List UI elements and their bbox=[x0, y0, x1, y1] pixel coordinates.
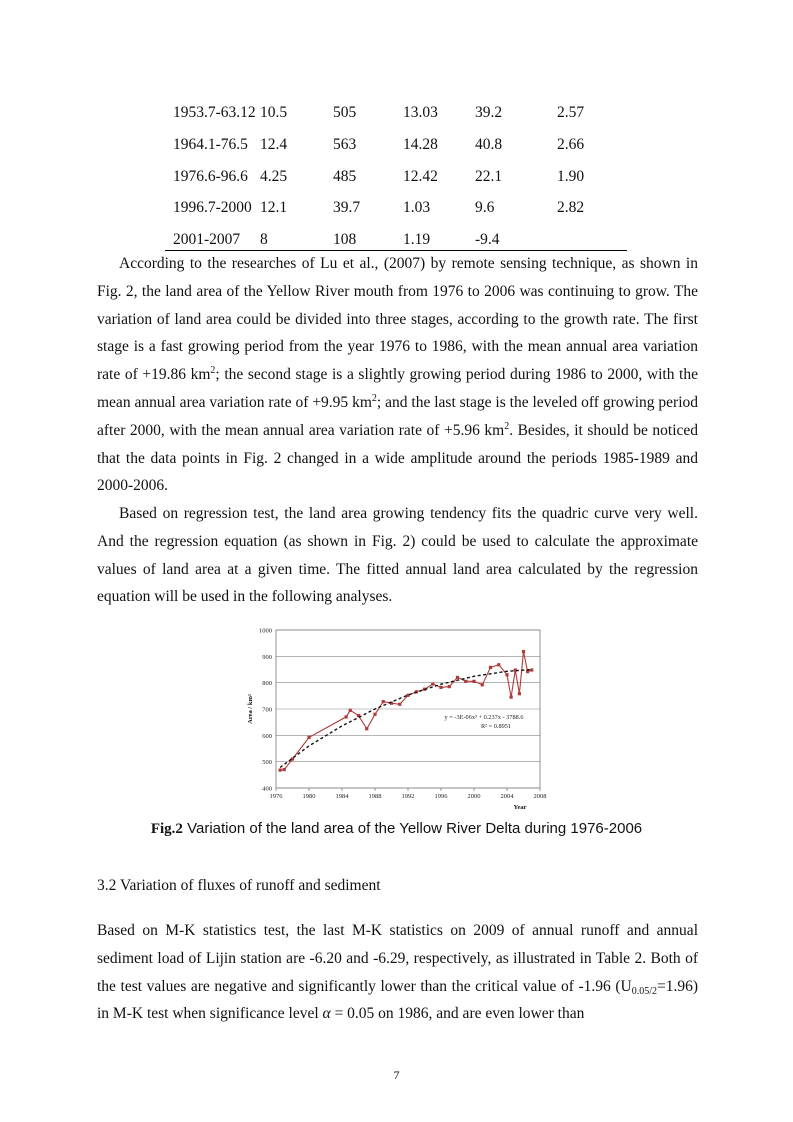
table-cell: 8 bbox=[260, 231, 268, 249]
y-tick-label: 1000 bbox=[259, 627, 272, 635]
data-point bbox=[472, 680, 475, 683]
paragraph-text: =1.96) in M-K test when significance level bbox=[97, 977, 698, 1023]
table-row bbox=[165, 95, 627, 127]
table-cell: 39.2 bbox=[475, 104, 503, 121]
table-cell: 1953.7-63.12 bbox=[173, 104, 256, 121]
data-point bbox=[497, 663, 500, 666]
table-cell: 12.42 bbox=[403, 167, 438, 185]
data-point bbox=[481, 683, 484, 686]
table-cell: 12.1 bbox=[260, 199, 288, 217]
x-tick-label: 1992 bbox=[401, 793, 415, 800]
regression-equation: y = -3E-06x³ + 0.237x - 3788.6 bbox=[444, 714, 524, 721]
data-point bbox=[349, 709, 352, 712]
table-cell: 1.19 bbox=[403, 231, 431, 249]
paragraph-text: . Besides, it should be noticed that the data points in Fig. 2 changed in a wide amplitude around the periods 1985-1989 and 2000-2006. bbox=[97, 421, 699, 495]
x-tick-label: 2000 bbox=[467, 793, 481, 800]
data-point bbox=[382, 700, 385, 703]
data-point bbox=[365, 727, 368, 730]
data-point bbox=[373, 713, 376, 716]
data-point bbox=[518, 692, 521, 695]
table-cell: 1996.7-2000 bbox=[173, 199, 252, 217]
paragraph-text: ; the second stage is a slightly growing period during 1986 to 2000, with the mean annual area variation rate of +9.95 km bbox=[97, 366, 698, 411]
table-cell: 2.66 bbox=[557, 135, 585, 153]
table-cell: 10.5 bbox=[260, 104, 288, 121]
x-tick-label: 1984 bbox=[335, 793, 349, 800]
table-cell: 12.4 bbox=[260, 135, 288, 153]
table-cell: 40.8 bbox=[475, 135, 503, 153]
land-area-chart bbox=[240, 622, 550, 814]
page-number: 7 bbox=[393, 1068, 400, 1082]
data-point bbox=[505, 673, 508, 676]
table-cell: 13.03 bbox=[403, 104, 438, 121]
table-cell: 2.57 bbox=[557, 104, 585, 121]
data-point bbox=[279, 768, 282, 771]
data-point bbox=[283, 768, 286, 771]
paragraph-text: Based on M-K statistics test, the last M-K statistics on 2009 of annual runoff and annual sediment load of Lijin station are -6.20 and -6.29, respectively, as illustrated in Table 2. Both of the test values are negative and significantly lower than the critical value of -1.96 (U bbox=[97, 922, 698, 995]
subscript: 0.05/2 bbox=[631, 985, 657, 997]
data-point bbox=[398, 703, 401, 706]
data-point bbox=[510, 696, 513, 699]
x-tick-label: 2008 bbox=[533, 793, 547, 800]
data-point bbox=[489, 666, 492, 669]
table-cell: -9.4 bbox=[475, 231, 500, 249]
y-tick-label: 900 bbox=[262, 653, 272, 661]
alpha-symbol: α bbox=[322, 1005, 331, 1023]
table-row bbox=[165, 159, 627, 191]
figure-label: Fig.2 bbox=[150, 821, 183, 837]
y-tick-label: 600 bbox=[262, 732, 272, 740]
superscript: 2 bbox=[210, 365, 216, 377]
section-heading: 3.2 Variation of fluxes of runoff and sediment bbox=[97, 877, 381, 894]
table-cell: 485 bbox=[333, 167, 357, 185]
data-table bbox=[165, 95, 627, 254]
table-cell: 2001-2007 bbox=[173, 231, 241, 249]
table-cell: 2.82 bbox=[557, 199, 585, 217]
table-cell: 1976.6-96.6 bbox=[173, 167, 248, 185]
r-squared-label: R² = 0.8951 bbox=[480, 723, 512, 730]
paragraph-text: = 0.05 on 1986, and are even lower than bbox=[330, 1005, 585, 1023]
x-tick-label: 2004 bbox=[500, 793, 514, 800]
table-cell: 14.28 bbox=[403, 135, 438, 153]
data-point bbox=[464, 680, 467, 683]
table-row bbox=[165, 127, 627, 159]
y-tick-label: 400 bbox=[262, 785, 272, 793]
data-point bbox=[307, 736, 310, 739]
x-tick-label: 1988 bbox=[368, 793, 382, 800]
data-point bbox=[431, 682, 434, 685]
data-point bbox=[345, 715, 348, 718]
data-point bbox=[439, 686, 442, 689]
table-cell: 9.6 bbox=[475, 199, 495, 217]
paragraph-text: ; and the last stage is the leveled off growing period after 2000, with the mean annual area variation rate of +5.96 km bbox=[97, 393, 698, 439]
data-point bbox=[530, 668, 533, 671]
x-tick-label: 1996 bbox=[434, 793, 448, 800]
y-tick-label: 700 bbox=[262, 706, 272, 714]
table-cell: 563 bbox=[333, 135, 357, 153]
paragraph-text: According to the researches of Lu et al., (2007) by remote sensing technique, as shown in Fig. 2, the land area of the Yellow River mouth from 1976 to 2006 was continuing to grow. The variation of land area could be divided into three stages, according to the growth rate. The first stage is a fast growing period from the year 1976 to 1986, with the mean annual area variation rate of +19.86 km bbox=[97, 255, 698, 384]
table-cell: 108 bbox=[333, 231, 357, 249]
y-tick-label: 500 bbox=[262, 759, 272, 767]
paragraph-regression bbox=[97, 500, 698, 611]
x-tick-label: 1980 bbox=[302, 793, 316, 800]
table-cell: 4.25 bbox=[260, 167, 288, 185]
paragraph-land-area bbox=[97, 250, 698, 500]
y-axis-label: Area / km² bbox=[247, 694, 254, 724]
table-cell: 39.7 bbox=[333, 199, 361, 217]
data-point bbox=[456, 676, 459, 679]
table-cell: 22.1 bbox=[475, 167, 503, 185]
x-tick-label: 1976 bbox=[269, 793, 283, 800]
superscript: 2 bbox=[371, 392, 377, 404]
x-axis-label: Year bbox=[513, 804, 527, 811]
table-cell: 505 bbox=[333, 104, 357, 121]
data-point bbox=[522, 650, 525, 653]
caption-text: Variation of the land area of the Yellow River Delta during 1976-2006 bbox=[182, 820, 643, 837]
table-cell: 1964.1-76.5 bbox=[173, 135, 248, 153]
figure-caption bbox=[0, 820, 793, 838]
data-point bbox=[448, 685, 451, 688]
table-cell: 1.90 bbox=[557, 167, 585, 185]
paragraph-text: Based on regression test, the land area growing tendency fits the quadric curve very well. And the regression equation (as shown in Fig. 2) could be used to calculate the approximate values of land area at a given time. The fitted annual land area calculated by the regression equation will be used in the following analyses. bbox=[97, 505, 698, 606]
table-row bbox=[165, 190, 627, 222]
table-cell: 1.03 bbox=[403, 199, 431, 217]
paragraph-mk-test bbox=[97, 917, 698, 1028]
superscript: 2 bbox=[504, 420, 510, 432]
y-tick-label: 800 bbox=[262, 680, 272, 688]
